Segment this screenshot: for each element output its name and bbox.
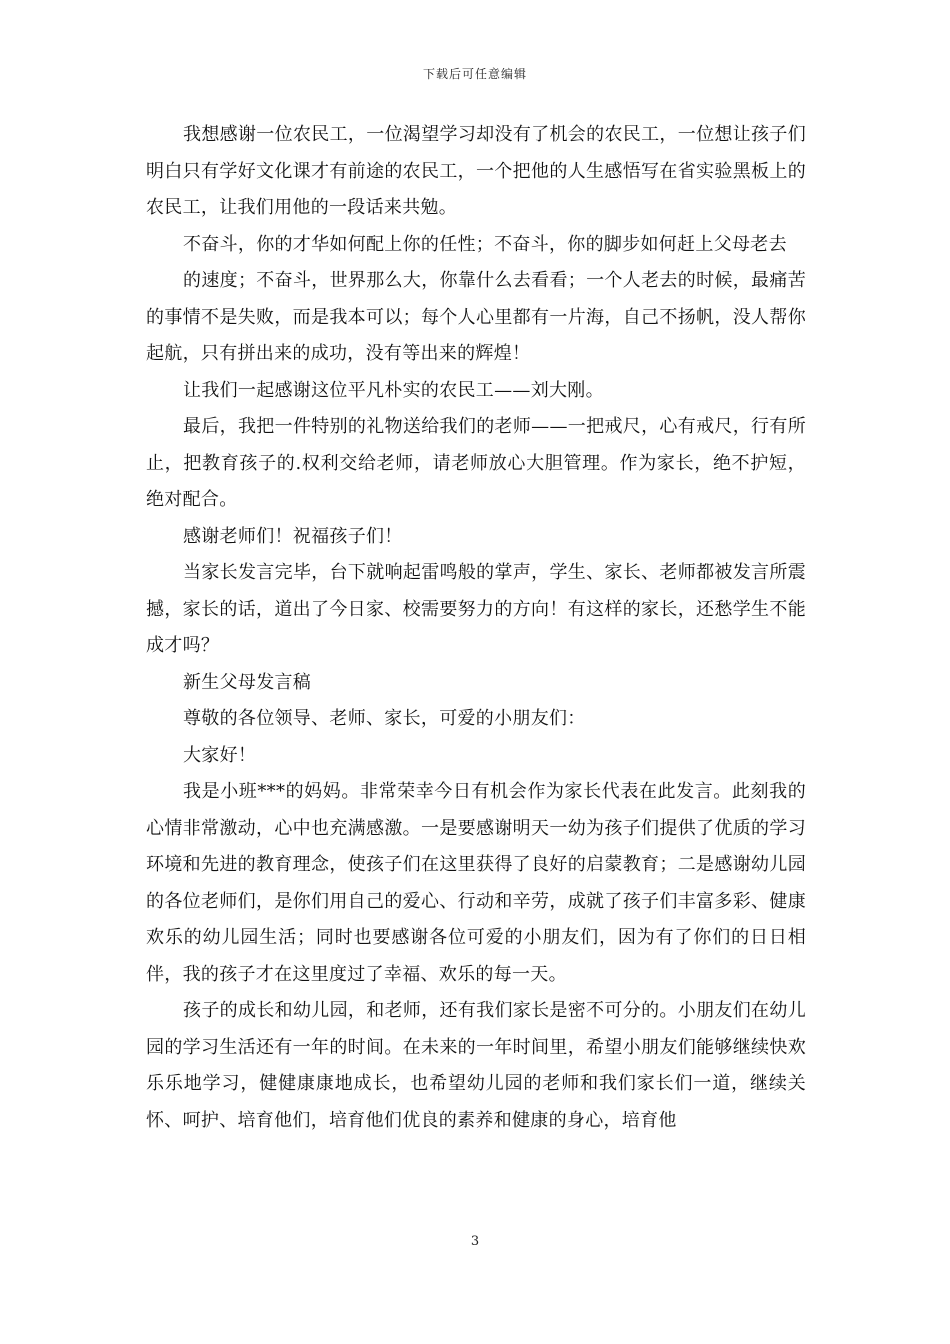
paragraph: 我是小班***的妈妈。非常荣幸今日有机会作为家长代表在此发言。此刻我的心情非常激动，心中也充满感激。一是要感谢明天一幼为孩子们提供了优质的学习环境和先进的教育理念，使孩子们在这里获得了良好的启蒙教育；二是感谢幼儿园的各位老师们，是你们用自己的爱心、行动和辛劳，成就了孩子们丰富多彩、健康欢乐的幼儿园生活；同时也要感谢各位可爱的小朋友们，因为有了你们的日日相伴，我的孩子才在这里度过了幸福、欢乐的每一天。 bbox=[146, 781, 806, 985]
greeting: 大家好！ bbox=[183, 744, 257, 766]
paragraph: 孩子的成长和幼儿园，和老师，还有我们家长是密不可分的。小朋友们在幼儿园的学习生活还有一年的时间。在未来的一年时间里，希望小朋友们能够继续快欢乐乐地学习，健健康康地成长，也希望幼儿园的老师和我们家长们一道，继续关怀、呵护、培育他们，培育他们优良的素养和健康的身心，培育他 bbox=[146, 1000, 806, 1131]
page-header-note: 下载后可任意编辑 bbox=[422, 67, 527, 81]
paragraph: 感谢老师们！祝福孩子们！ bbox=[183, 525, 403, 547]
paragraph: 不奋斗，你的才华如何配上你的任性；不奋斗，你的脚步如何赶上父母老去 bbox=[183, 233, 787, 255]
paragraph: 我想感谢一位农民工，一位渴望学习却没有了机会的农民工，一位想让孩子们明白只有学好文化课才有前途的农民工，一个把他的人生感悟写在省实验黑板上的农民工，让我们用他的一段话来共勉。 bbox=[146, 124, 806, 218]
salutation: 尊敬的各位领导、老师、家长，可爱的小朋友们： bbox=[183, 708, 586, 729]
page-number: 3 bbox=[470, 1234, 480, 1249]
paragraph: 的速度；不奋斗，世界那么大，你靠什么去看看；一个人老去的时候，最痛苦的事情不是失败，而是我本可以；每个人心里都有一片海，自己不扬帆，没人帮你起航，只有拼出来的成功，没有等出来的辉煌！ bbox=[146, 270, 806, 364]
paragraph: 当家长发言完毕，台下就响起雷鸣般的掌声，学生、家长、老师都被发言所震撼，家长的话，道出了今日家、校需要努力的方向！有这样的家长，还愁学生不能成才吗？ bbox=[146, 562, 806, 656]
section-title: 新生父母发言稿 bbox=[183, 671, 312, 693]
paragraph: 最后，我把一件特别的礼物送给我们的老师——一把戒尺，心有戒尺，行有所止，把教育孩子的.权利交给老师，请老师放心大胆管理。作为家长，绝不护短，绝对配合。 bbox=[146, 416, 806, 510]
paragraph: 让我们一起感谢这位平凡朴实的农民工——刘大刚。 bbox=[183, 379, 604, 401]
document-body bbox=[146, 117, 806, 1139]
